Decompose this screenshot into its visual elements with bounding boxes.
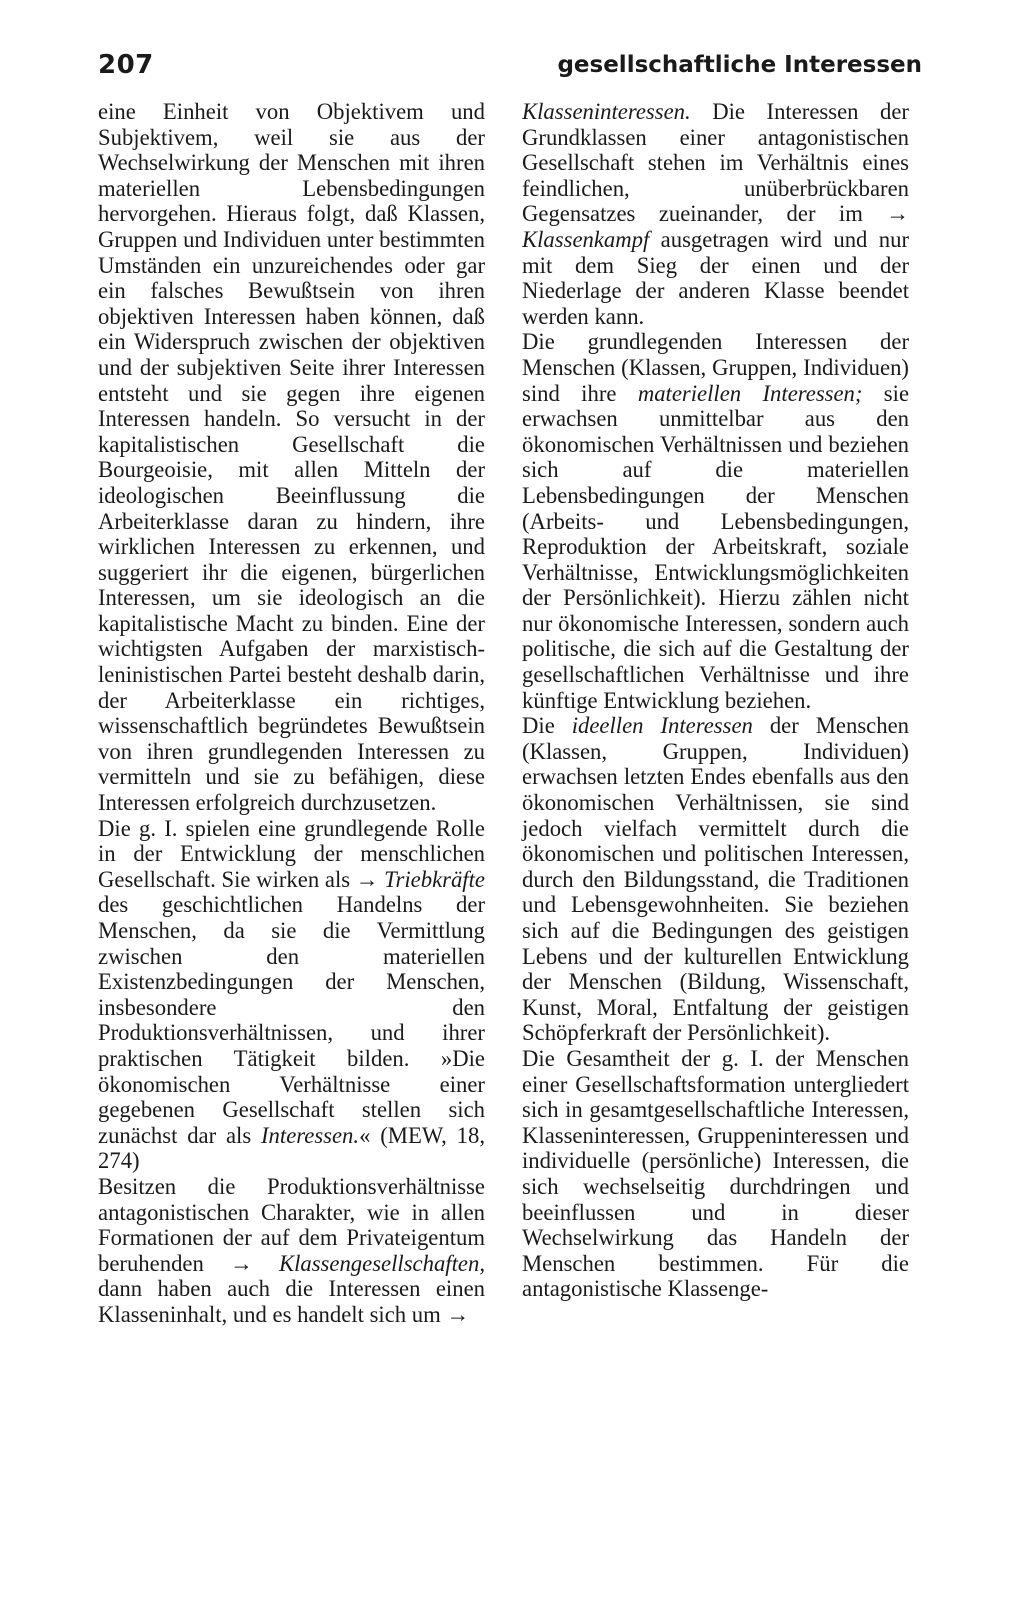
italic-term: Klassengesellschaften, — [278, 1250, 485, 1276]
page-header — [98, 50, 922, 90]
paragraph — [98, 816, 485, 1174]
italic-term: Klassenkampf — [522, 226, 650, 252]
text-run: Die — [522, 713, 572, 739]
paragraph — [522, 99, 909, 329]
text-column-left — [98, 99, 485, 1328]
text-run: « (MEW, 18, 274) — [98, 1122, 486, 1174]
paragraph — [98, 1174, 485, 1328]
italic-term: Triebkräfte — [384, 866, 485, 892]
text-run: des geschichtlichen Handelns der Menschen, da sie die Vermittlung zwischen den materiellen Existenzbedingungen der Menschen, insbesondere den Produktionsverhältnissen, und ihrer praktischen Tätigkeit bilden. »Die ökonomischen Verhältnisse einer gegebenen Gesellschaft stellen sich zunächst dar als — [98, 892, 485, 1148]
paragraph — [98, 99, 485, 816]
text-run: Die g. I. spielen eine grundlegende Rolle in der Entwicklung der menschlichen Gesellschaft. Sie wirken als → — [98, 815, 485, 892]
italic-term: materiellen Interessen; — [637, 380, 863, 406]
text-run: der Menschen (Klassen, Gruppen, Individuen) erwachsen letzten Endes ebenfalls aus den ökonomischen Verhältnissen, sie sind jedoch vielfach vermittelt durch die ökonomischen und politischen Interessen, durch den Bildungsstand, die Traditionen und Lebensgewohnheiten. Sie beziehen sich auf die Bedingungen des geistigen Lebens und der kulturellen Entwicklung der Menschen (Bildung, Wissenschaft, Kunst, Moral, Entfaltung der geistigen Schöpferkraft der Persönlichkeit). — [522, 713, 909, 1046]
paragraph — [522, 329, 909, 713]
italic-term: Klasseninteressen. — [522, 99, 691, 124]
italic-term: Interessen. — [261, 1122, 360, 1148]
text-run: sie erwachsen unmittelbar aus den ökonomischen Verhältnissen und beziehen sich auf die materiellen Lebensbedingungen der Menschen (Arbeits- und Lebensbedingungen, Reproduktion der Arbeitskraft, soziale Verhältnisse, Entwicklungsmöglichkeiten der Persönlichkeit). Hierzu zählen nicht nur ökonomische Interessen, sondern auch politische, die sich auf die Gestaltung der gesellschaftlichen Verhältnisse und ihre künftige Entwicklung beziehen. — [522, 380, 910, 713]
text-run: Die Gesamtheit der g. I. der Menschen einer Gesellschaftsformation untergliedert sich in gesamtgesellschaftliche Interessen, Klasseninteressen, Gruppeninteressen und individuelle (persönliche) Interessen, die sich wechselseitig durchdringen und beeinflussen und in dieser Wechselwirkung das Handeln der Menschen bestimmen. Für die antagonistische Klassenge- — [522, 1045, 909, 1302]
paragraph — [522, 713, 909, 1046]
text-run: Die grundlegenden Interessen der Menschen (Klassen, Gruppen, Individuen) sind ihre — [522, 329, 909, 406]
running-head: gesellschaftliche Interessen — [557, 52, 922, 78]
page-number: 207 — [98, 50, 154, 80]
text-run: ausgetragen wird und nur mit dem Sieg der einen und der Niederlage der anderen Klasse beendet werden kann. — [522, 226, 909, 329]
text-column-right — [522, 99, 909, 1302]
text-run: dann haben auch die Interessen einen Klasseninhalt, und es handelt sich um → — [98, 1276, 485, 1327]
text-run: Die Interessen der Grundklassen einer antagonistischen Gesellschaft stehen im Verhältnis eines feindlichen, unüberbrückbaren Gegensatzes zueinander, der im → — [522, 99, 909, 227]
italic-term: ideellen Interessen — [571, 713, 753, 739]
paragraph — [522, 1046, 909, 1302]
text-run: Besitzen die Produktionsverhältnisse antagonistischen Charakter, wie in allen Formationen der auf dem Privateigentum beruhenden → — [98, 1173, 485, 1276]
text-run: eine Einheit von Objektivem und Subjektivem, weil sie aus der Wechselwirkung der Menschen mit ihren materiellen Lebensbedingungen hervorgehen. Hieraus folgt, daß Klassen, Gruppen und Individuen unter bestimmten Umständen ein unzureichendes oder gar ein falsches Bewußtsein von ihren objektiven Interessen haben können, daß ein Widerspruch zwischen der objektiven und der subjektiven Seite ihrer Interessen entsteht und sie gegen ihre eigenen Interessen handeln. So versucht in der kapitalistischen Gesellschaft die Bourgeoisie, mit allen Mitteln der ideologischen Beeinflussung die Arbeiterklasse daran zu hindern, ihre wirklichen Interessen zu erkennen, und suggeriert ihr die eigenen, bürgerlichen Interessen, um sie ideologisch an die kapitalistische Macht zu binden. Eine der wichtigsten Aufgaben der marxistisch-leninistischen Partei besteht deshalb darin, der Arbeiterklasse ein richtiges, wissenschaftlich begründetes Bewußtsein von ihren grundlegenden Interessen zu vermitteln und sie zu befähigen, diese Interessen erfolgreich durchzusetzen. — [98, 99, 485, 816]
